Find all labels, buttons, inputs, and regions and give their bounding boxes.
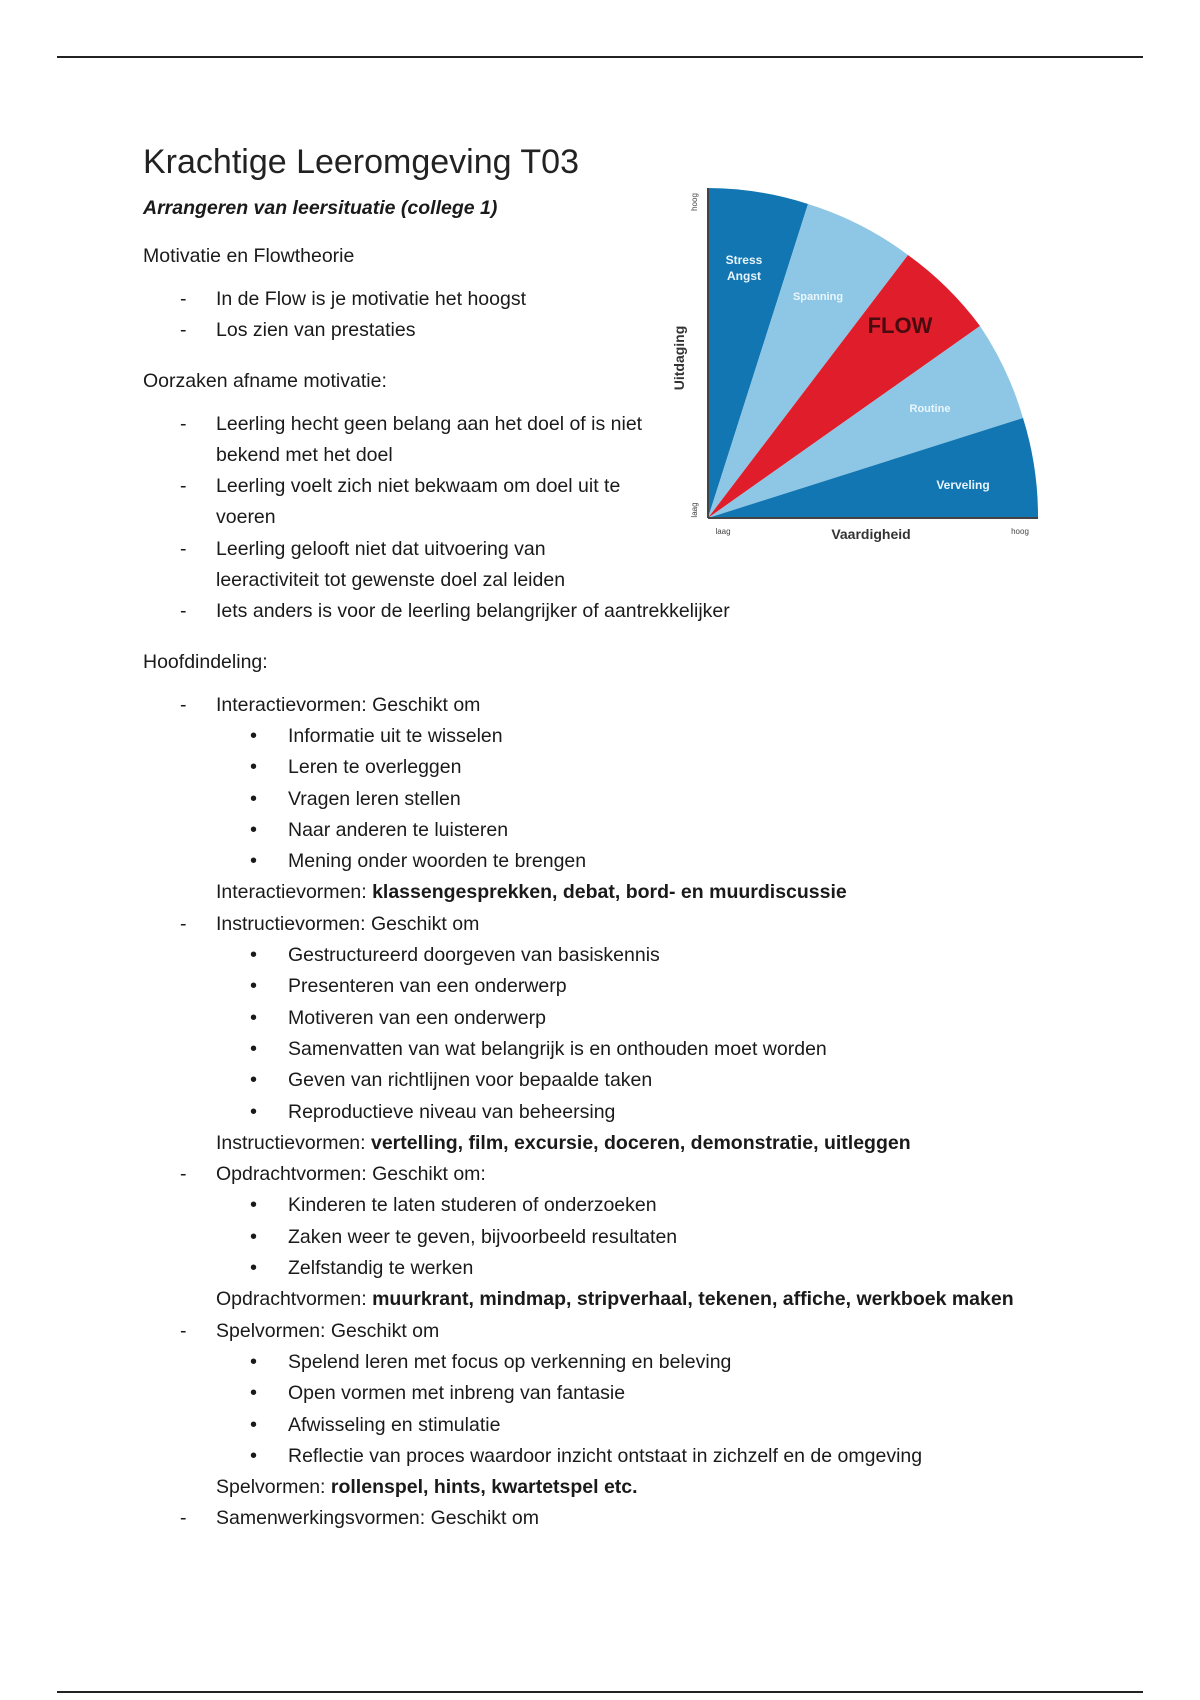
bullet-item bbox=[143, 846, 1043, 877]
summary-examples: klassengesprekken, debat, bord- en muurdiscussie bbox=[372, 881, 847, 904]
bullet-text: Informatie uit te wisselen bbox=[288, 724, 503, 747]
x-low-label: laag bbox=[715, 527, 731, 536]
bullet-list bbox=[216, 940, 1043, 1128]
bullet-item bbox=[143, 1441, 1043, 1472]
group-instructie bbox=[143, 909, 1043, 1159]
group-summary bbox=[216, 877, 1043, 908]
bullet-list bbox=[216, 721, 1043, 877]
list-item: - In de Flow is je motivatie het hoogst bbox=[143, 284, 1043, 315]
summary-label: Interactievormen: bbox=[216, 881, 373, 904]
bullet-list bbox=[216, 1347, 1043, 1472]
bullet-text: Mening onder woorden te brengen bbox=[288, 850, 587, 873]
zone-label-routine: Routine bbox=[909, 403, 951, 415]
group-intro: - Interactievormen: Geschikt om bbox=[216, 693, 481, 716]
x-high-label: hoog bbox=[1011, 527, 1029, 536]
list-item: - Leerling voelt zich niet bekwaam om doel uit te voeren bbox=[143, 471, 646, 534]
bullet-item bbox=[143, 1378, 1043, 1409]
summary-label: Instructievormen: bbox=[216, 1131, 371, 1154]
list-item: - Leerling hecht geen belang aan het doel of is niet bekend met het doel bbox=[143, 409, 646, 472]
y-axis-label: Uitdaging bbox=[671, 325, 687, 391]
bullet-text: Afwisseling en stimulatie bbox=[288, 1413, 501, 1436]
summary-examples: rollenspel, hints, kwartetspel etc. bbox=[330, 1476, 638, 1499]
bullet-item bbox=[143, 815, 1043, 846]
group-intro: - Opdrachtvormen: Geschikt om: bbox=[216, 1163, 486, 1186]
summary-examples: muurkrant, mindmap, stripverhaal, tekenen, affiche, werkboek maken bbox=[372, 1288, 1014, 1311]
zone-label-spanning: Spanning bbox=[792, 291, 844, 303]
group-intro: - Spelvormen: Geschikt om bbox=[216, 1319, 440, 1342]
bullet-item bbox=[143, 1253, 1043, 1284]
zone-label-flow: FLOW bbox=[867, 313, 933, 338]
y-low-label: laag bbox=[690, 502, 699, 518]
bullet-list bbox=[216, 1190, 1043, 1284]
bullet-item bbox=[143, 1410, 1043, 1441]
group-intro: - Instructievormen: Geschikt om bbox=[216, 912, 480, 935]
bullet-item bbox=[143, 940, 1043, 971]
zone-label-verveling: Verveling bbox=[936, 478, 990, 492]
top-rule bbox=[57, 56, 1143, 58]
bullet-item bbox=[143, 1222, 1043, 1253]
group-summary bbox=[216, 1128, 1043, 1159]
bullet-text: Presenteren van een onderwerp bbox=[288, 975, 567, 998]
bullet-item bbox=[143, 1347, 1043, 1378]
list-item: - Los zien van prestaties bbox=[143, 315, 1043, 346]
bullet-text: Reflectie van proces waardoor inzicht ontstaat in zichzelf en de omgeving bbox=[288, 1444, 923, 1467]
causes-heading: Oorzaken afname motivatie: bbox=[143, 369, 387, 392]
bullet-text: Kinderen te laten studeren of onderzoeken bbox=[288, 1194, 657, 1217]
main-heading: Hoofdindeling: bbox=[143, 650, 268, 673]
bullet-text: Spelend leren met focus op verkenning en beleving bbox=[288, 1350, 732, 1373]
bullet-item bbox=[143, 1003, 1043, 1034]
bullet-item bbox=[143, 1190, 1043, 1221]
bullet-text: Naar anderen te luisteren bbox=[288, 818, 509, 841]
subtitle: Arrangeren van leersituatie (college 1) bbox=[143, 197, 498, 219]
bullet-text: Geven van richtlijnen voor bepaalde taken bbox=[288, 1069, 653, 1092]
list-item: - Leerling gelooft niet dat uitvoering van leeractiviteit tot gewenste doel zal leiden bbox=[143, 534, 646, 597]
flow-diagram-svg bbox=[668, 180, 1048, 550]
bullet-item bbox=[143, 1065, 1043, 1096]
main-list bbox=[143, 690, 1043, 1535]
x-axis-label: Vaardigheid bbox=[831, 526, 911, 542]
bullet-text: Open vormen met inbreng van fantasie bbox=[288, 1382, 626, 1405]
flow-diagram bbox=[668, 180, 1048, 550]
bullet-text: Vragen leren stellen bbox=[288, 787, 461, 810]
bullet-item bbox=[143, 752, 1043, 783]
group-summary bbox=[216, 1284, 1043, 1315]
bullet-item bbox=[143, 784, 1043, 815]
y-high-label: hoog bbox=[690, 193, 699, 211]
summary-examples: vertelling, film, excursie, doceren, demonstratie, uitleggen bbox=[370, 1131, 911, 1154]
group-interactie bbox=[143, 690, 1043, 909]
bullet-text: Motiveren van een onderwerp bbox=[288, 1006, 546, 1029]
group-opdracht bbox=[143, 1159, 1043, 1315]
summary-label: Spelvormen: bbox=[216, 1476, 331, 1499]
group-intro: - Samenwerkingsvormen: Geschikt om bbox=[216, 1507, 539, 1530]
page-title: Krachtige Leeromgeving T03 bbox=[143, 143, 579, 181]
bullet-text: Reproductieve niveau van beheersing bbox=[288, 1100, 616, 1123]
group-summary bbox=[216, 1472, 1043, 1503]
bullet-item bbox=[143, 1034, 1043, 1065]
bullet-text: Samenvatten van wat belangrijk is en onthouden moet worden bbox=[288, 1037, 827, 1060]
bullet-text: Gestructureerd doorgeven van basiskennis bbox=[288, 944, 660, 967]
group-spel bbox=[143, 1316, 1043, 1504]
bullet-item bbox=[143, 1097, 1043, 1128]
summary-label: Opdrachtvormen: bbox=[216, 1288, 373, 1311]
bullet-text: Leren te overleggen bbox=[288, 756, 462, 779]
bullet-text: Zelfstandig te werken bbox=[288, 1257, 474, 1280]
group-samenwerking bbox=[143, 1503, 1043, 1534]
zone-label-stress: Stress Angst bbox=[725, 253, 763, 283]
bullet-item bbox=[143, 721, 1043, 752]
bullet-item bbox=[143, 971, 1043, 1002]
bottom-rule bbox=[57, 1691, 1143, 1693]
motivation-heading: Motivatie en Flowtheorie bbox=[143, 245, 355, 267]
list-item: - Iets anders is voor de leerling belangrijker of aantrekkelijker bbox=[143, 596, 1043, 627]
bullet-text: Zaken weer te geven, bijvoorbeeld resultaten bbox=[288, 1225, 678, 1248]
